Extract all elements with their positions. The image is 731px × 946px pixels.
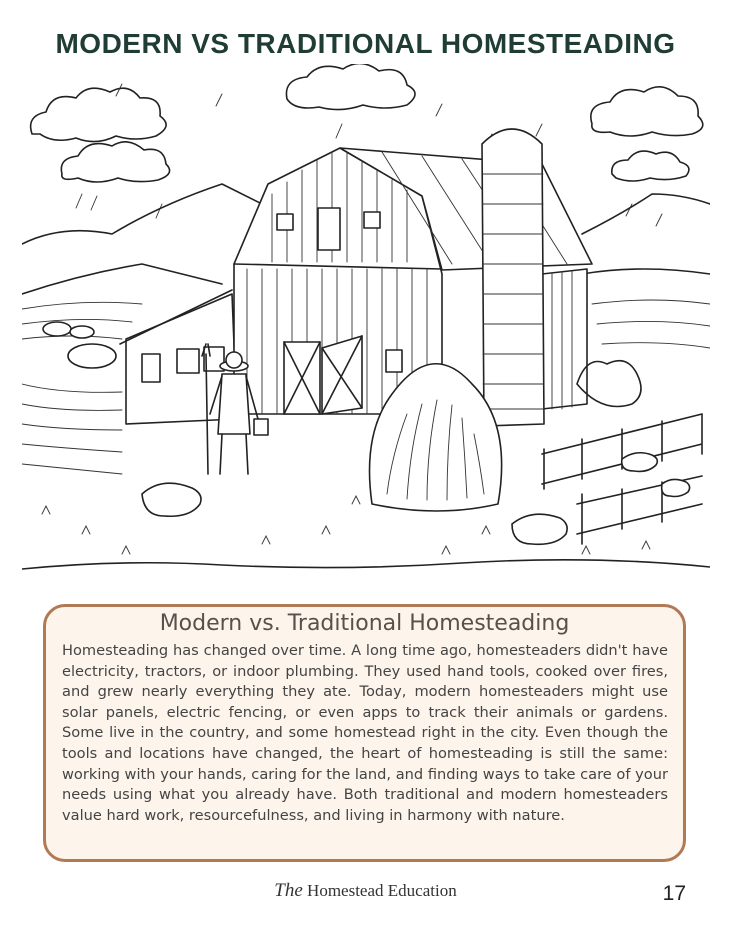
barn-farm-illustration xyxy=(22,64,710,580)
brand-name: Homestead Education xyxy=(307,881,457,900)
info-box xyxy=(43,604,686,862)
footer-brand xyxy=(0,880,731,902)
brand-prefix: The xyxy=(274,880,303,901)
page-title: MODERN VS TRADITIONAL HOMESTEADING xyxy=(55,28,676,59)
info-box-heading: Modern vs. Traditional Homesteading xyxy=(159,611,570,636)
info-box-body: Homesteading has changed over time. A long time ago, homesteaders didn't have electricity, tractors, or indoor plumbing. They used hand tools, cooked over fires, and grew nearly everything they ate. Today, modern homesteaders might use solar panels, electric fencing, or even apps to track their animals or gardens. Some live in the country, and some homestead right in the city. Even though the tools and locations have changed, the heart of homesteading is still the same: working with your hands, caring for the land, and finding ways to take care of your needs using what you already have. Both traditional and modern homesteaders value hard work, resourcefulness, and living in harmony with nature. xyxy=(62,642,668,824)
page-number: 17 xyxy=(662,882,686,905)
